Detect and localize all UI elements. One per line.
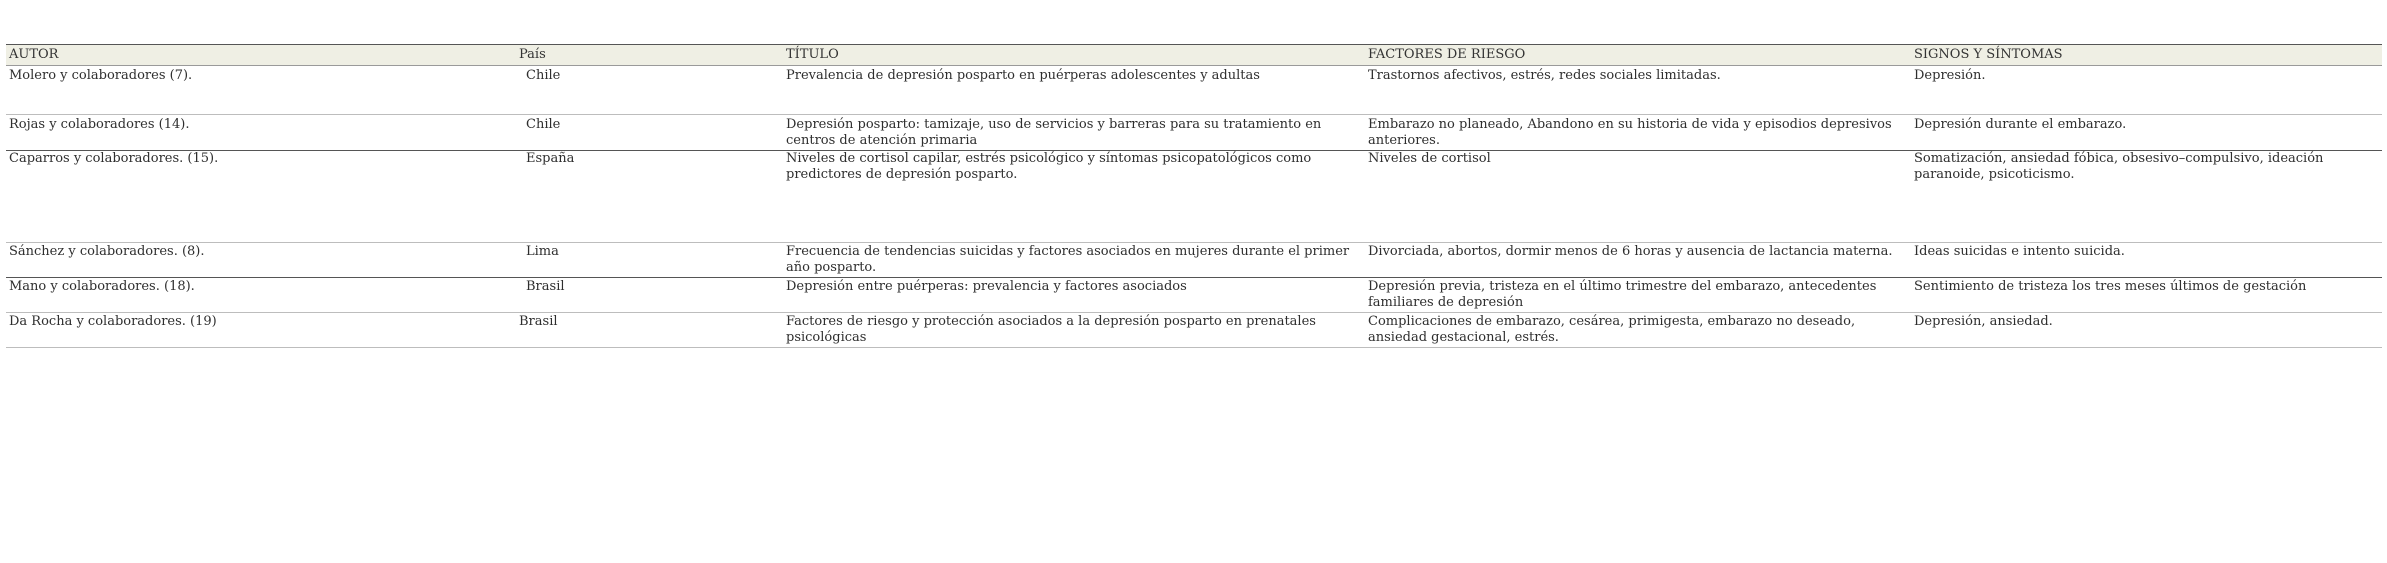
cell-titulo: Depresión posparto: tamizaje, uso de servicios y barreras para su tratamiento en centros de atención primaria: [786, 117, 1322, 148]
cell-signos: Depresión, ansiedad.: [1914, 314, 2053, 329]
table-row: [6, 278, 2382, 313]
table-row: [6, 66, 2382, 115]
cell-factores: Niveles de cortisol: [1368, 151, 1491, 166]
cell-autor: Rojas y colaboradores (14).: [9, 117, 190, 132]
header-pais: País: [519, 47, 546, 62]
cell-titulo: Depresión entre puérperas: prevalencia y factores asociados: [786, 279, 1187, 294]
cell-signos: Ideas suicidas e intento suicida.: [1914, 244, 2125, 259]
header-row: [6, 45, 2382, 66]
studies-table-container: [6, 44, 2382, 348]
cell-pais: España: [526, 151, 575, 166]
cell-pais: Brasil: [519, 314, 558, 329]
cell-signos: Depresión.: [1914, 68, 1986, 83]
table-body: [6, 66, 2382, 348]
table-row: [6, 115, 2382, 151]
header-factores: FACTORES DE RIESGO: [1368, 47, 1526, 62]
cell-pais: Chile: [526, 68, 561, 83]
header-titulo: TÍTULO: [786, 47, 839, 62]
cell-autor: Molero y colaboradores (7).: [9, 68, 193, 83]
cell-autor: Caparros y colaboradores. (15).: [9, 151, 219, 166]
cell-titulo: Prevalencia de depresión posparto en puérperas adolescentes y adultas: [786, 68, 1260, 83]
cell-titulo: Frecuencia de tendencias suicidas y factores asociados en mujeres durante el primer año posparto.: [786, 244, 1350, 275]
cell-signos: Sentimiento de tristeza los tres meses últimos de gestación: [1914, 279, 2307, 294]
cell-signos: Somatización, ansiedad fóbica, obsesivo–compulsivo, ideación paranoide, psicoticismo.: [1914, 151, 2324, 182]
cell-factores: Trastornos afectivos, estrés, redes sociales limitadas.: [1368, 68, 1721, 83]
header-autor: AUTOR: [9, 47, 59, 62]
cell-factores: Depresión previa, tristeza en el último trimestre del embarazo, antecedentes familiares de depresión: [1368, 279, 1877, 310]
cell-autor: Sánchez y colaboradores. (8).: [9, 244, 205, 259]
cell-factores: Complicaciones de embarazo, cesárea, primigesta, embarazo no deseado, ansiedad gestacional, estrés.: [1368, 314, 1856, 345]
table-header: [6, 45, 2382, 66]
cell-pais: Lima: [526, 244, 559, 259]
table-row: [6, 313, 2382, 348]
cell-factores: Divorciada, abortos, dormir menos de 6 horas y ausencia de lactancia materna.: [1368, 244, 1893, 259]
cell-autor: Da Rocha y colaboradores. (19): [9, 314, 217, 329]
cell-pais: Brasil: [526, 279, 565, 294]
studies-table: [6, 44, 2382, 348]
cell-titulo: Niveles de cortisol capilar, estrés psicológico y síntomas psicopatológicos como predictores de depresión posparto.: [786, 151, 1312, 182]
header-signos: SIGNOS Y SÍNTOMAS: [1914, 47, 2063, 62]
table-row: [6, 151, 2382, 243]
cell-signos: Depresión durante el embarazo.: [1914, 117, 2127, 132]
cell-factores: Embarazo no planeado, Abandono en su historia de vida y episodios depresivos anteriores.: [1368, 117, 1892, 148]
table-row: [6, 243, 2382, 278]
cell-titulo: Factores de riesgo y protección asociados a la depresión posparto en prenatales psicológicas: [786, 314, 1316, 345]
cell-autor: Mano y colaboradores. (18).: [9, 279, 195, 294]
cell-pais: Chile: [526, 117, 561, 132]
